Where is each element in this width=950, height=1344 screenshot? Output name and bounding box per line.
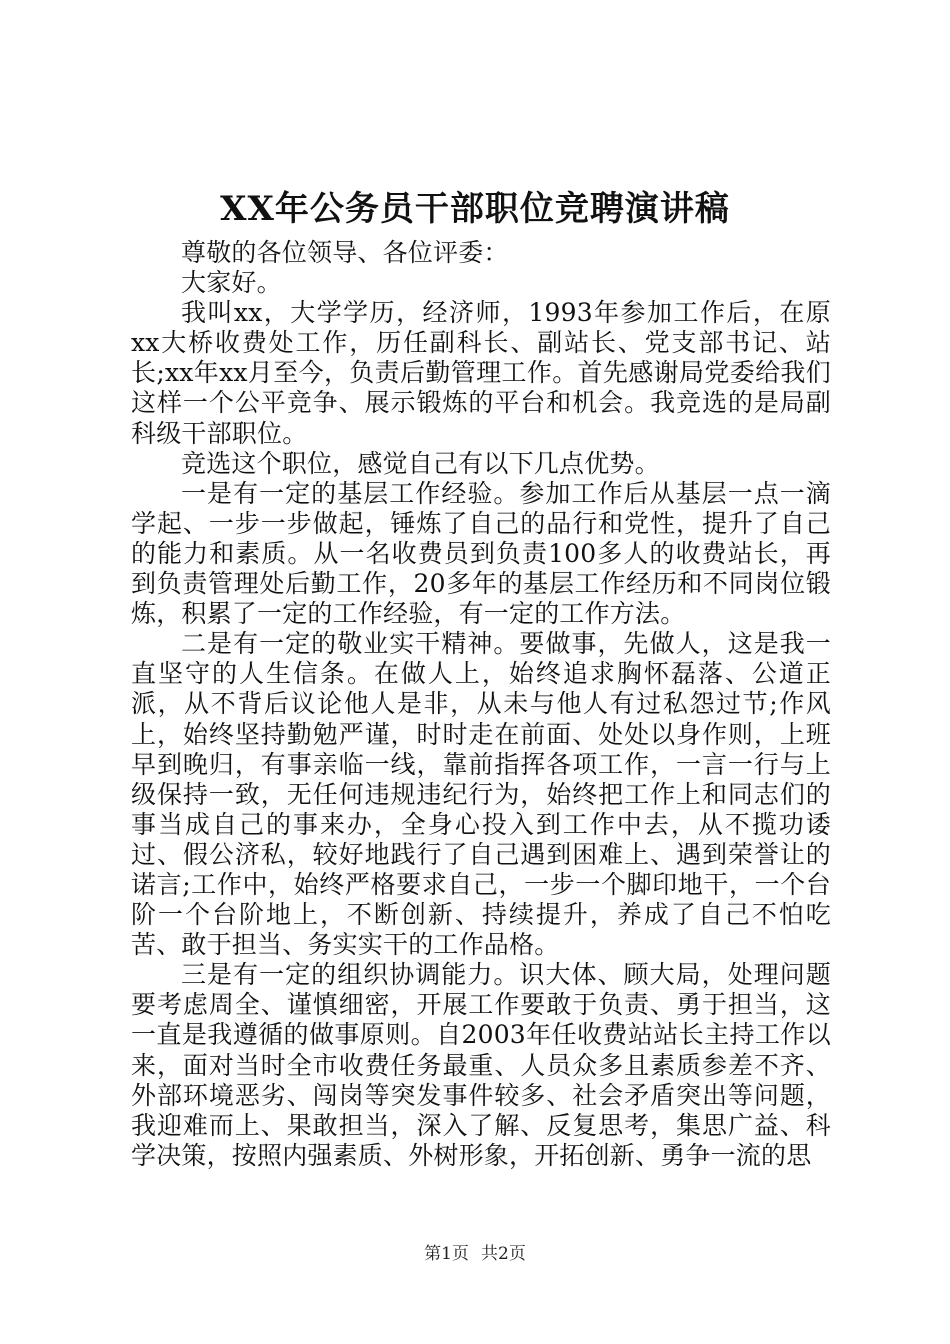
advantage-two-paragraph: 二是有一定的敬业实干精神。要做事，先做人，这是我一直坚守的人生信条。在做人上，始终追求胸怀磊落、公道正派，从不背后议论他人是非，从未与他人有过私怨过节;作风上，始终坚持勤勉严谨，时时走在前面、处处以身作则，上班早到晚归，有事亲临一线，靠前指挥各项工作，一言一行与上级保持一致，无任何违规违纪行为，始终把工作上和同志们的事当成自己的事来办，全身心投入到工作中去，从不揽功诿过、假公济私，较好地践行了自己遇到困难上、遇到荣誉让的诺言;工作中，始终严格要求自己，一步一个脚印地干，一个台阶一个台阶地上，不断创新、持续提升，养成了自己不怕吃苦、敢于担当、务实实干的工作品格。 [131,629,831,960]
page-footer [0,1243,950,1265]
page-number-current: 第1页 [424,1244,469,1264]
greeting-paragraph: 大家好。 [181,268,282,298]
introduction-paragraph: 我叫xx，大学学历，经济师，1993年参加工作后，在原xx大桥收费处工作，历任副科长、副站长、党支部书记、站长;xx年xx月至今，负责后勤管理工作。首先感谢局党委给我们这样一个公平竞争、展示锻炼的平台和机会。我竞选的是局副科级干部职位。 [131,298,831,448]
document-title: XX年公务员干部职位竞聘演讲稿 [220,189,730,229]
document-body [131,238,831,1171]
advantage-one-paragraph: 一是有一定的基层工作经验。参加工作后从基层一点一滴学起、一步一步做起，锤炼了自己的品行和党性，提升了自己的能力和素质。从一名收费员到负责100多人的收费站长，再到负责管理处后勤工作，20多年的基层工作经历和不同岗位锻炼，积累了一定的工作经验，有一定的工作方法。 [131,478,831,629]
page-number-total: 共2页 [481,1244,526,1264]
advantage-three-paragraph: 三是有一定的组织协调能力。识大体、顾大局，处理问题要考虑周全、谨慎细密，开展工作要敢于负责、勇于担当，这一直是我遵循的做事原则。自2003年任收费站站长主持工作以来，面对当时全市收费任务最重、人员众多且素质参差不齐、外部环境恶劣、闯岗等突发事件较多、社会矛盾突出等问题，我迎难而上、果敢担当，深入了解、反复思考，集思广益、科学决策，按照内强素质、外树形象，开拓创新、勇争一流的思 [131,960,831,1170]
advantages-intro-paragraph: 竞选这个职位，感觉自己有以下几点优势。 [181,448,660,478]
salutation-paragraph: 尊敬的各位领导、各位评委： [181,238,509,267]
